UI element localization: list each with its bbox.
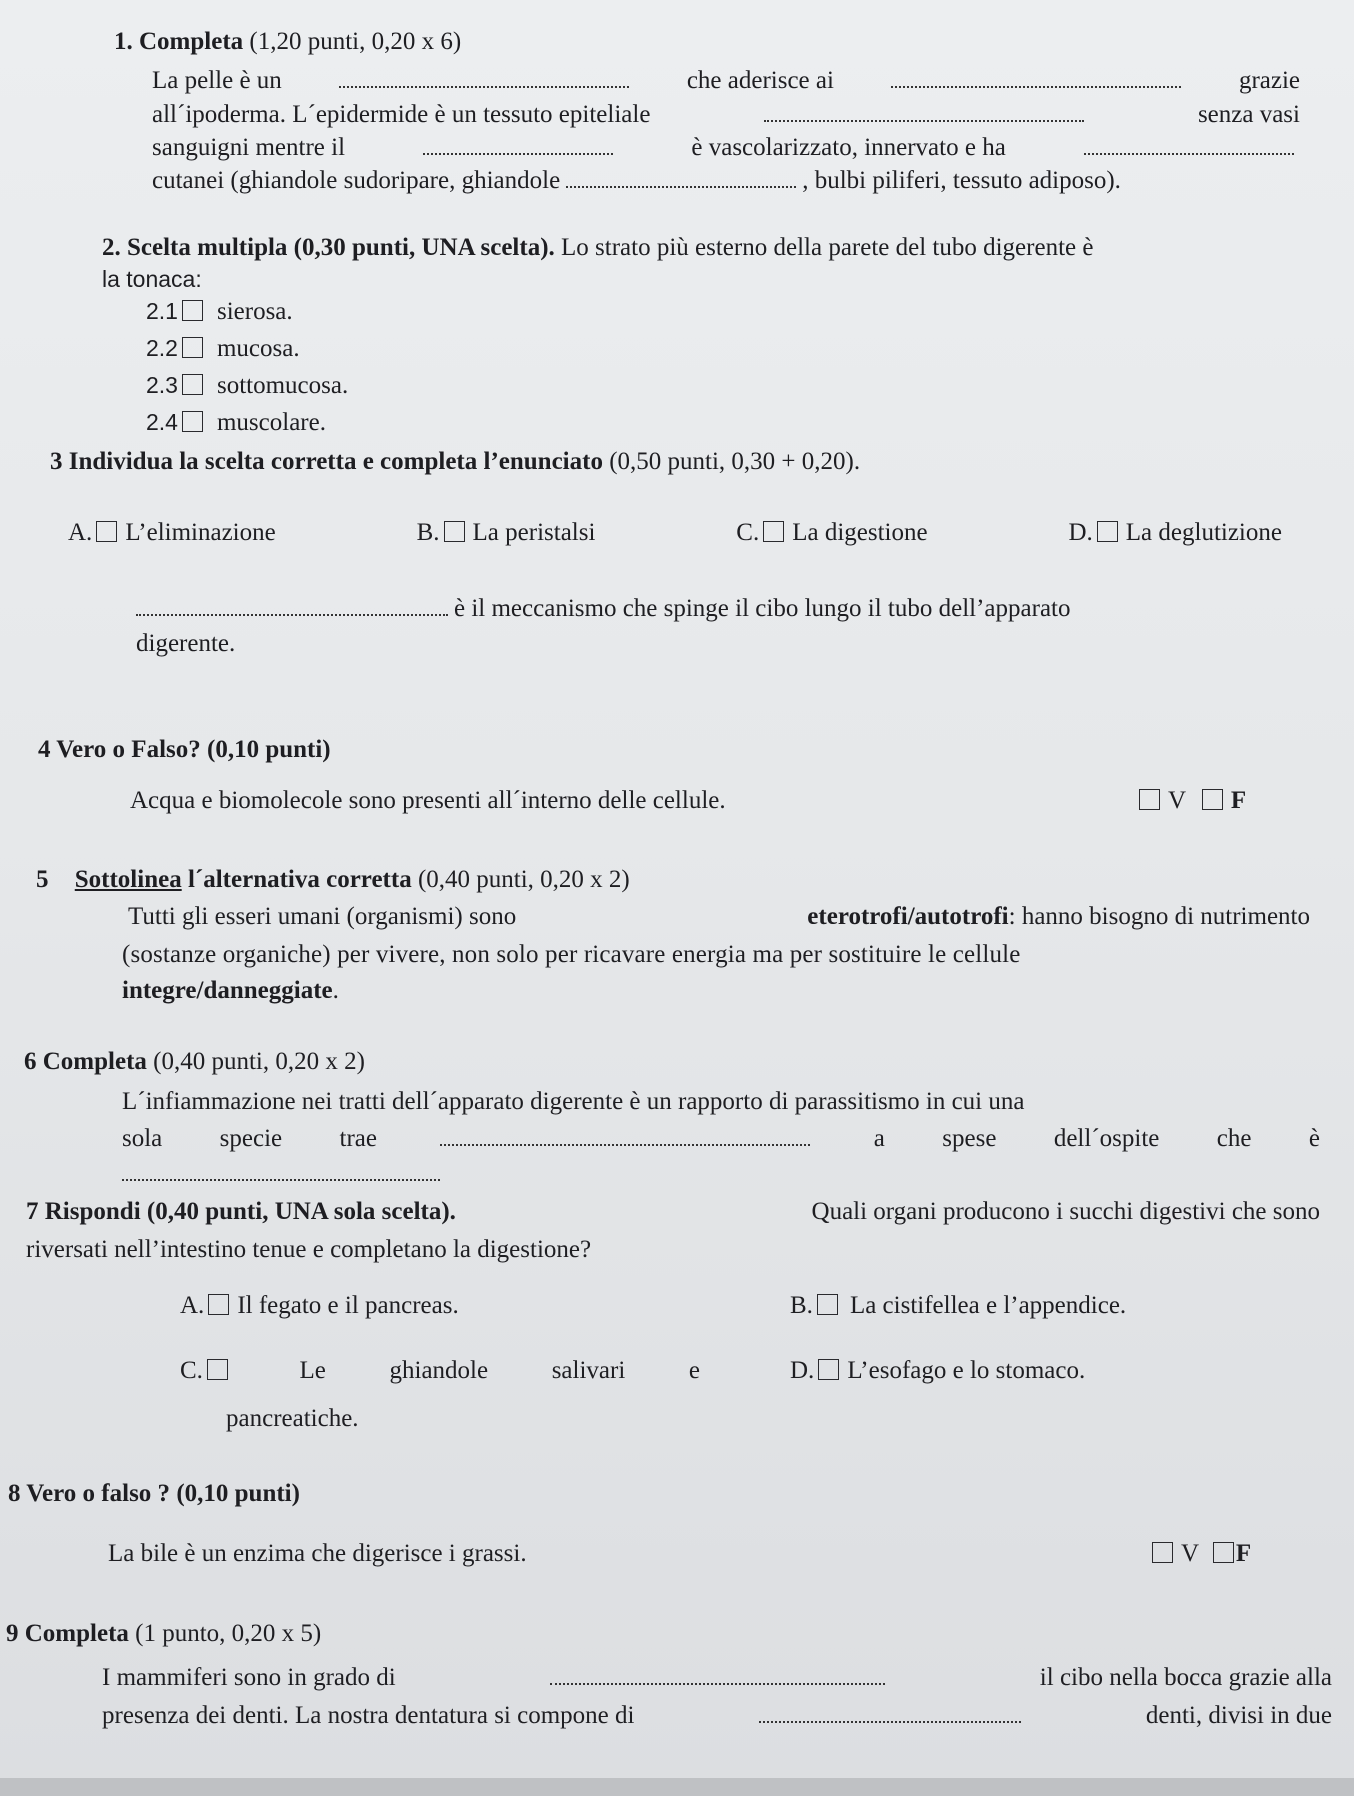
q7-option-a[interactable]: A. Il fegato e il pancreas. (180, 1292, 459, 1319)
q1-line-1: La pelle è un che aderisce ai grazie (152, 67, 1300, 94)
q4-true-false (1135, 787, 1246, 815)
checkbox-icon[interactable] (182, 300, 203, 321)
q3-sentence-1: è il meccanismo che spinge il cibo lungo il tubo dell’apparato (136, 595, 1071, 623)
q6-line-2: sola specie trae a spese dell´ospite che è (122, 1125, 1320, 1152)
q6-blank-1[interactable] (440, 1143, 810, 1146)
q7-title: 7 Rispondi (26, 1198, 141, 1225)
q2-option[interactable]: 2.3 sottomucosa. (146, 372, 349, 399)
q1-line-4: cutanei (ghiandole sudoripare, ghiandole , bulbi piliferi, tessuto adiposo). (152, 167, 1121, 194)
q5-choice-1[interactable]: eterotrofi/autotrofi (807, 903, 1009, 930)
q3-heading (50, 448, 860, 476)
q8-true-false (1148, 1540, 1251, 1568)
checkbox-icon[interactable] (817, 1294, 838, 1315)
q4-title: 4 Vero o Falso? (38, 736, 201, 763)
q5-line-1: Tutti gli esseri umani (organismi) sono eterotrofi/autotrofi: hanno bisogno di nutrimento (128, 903, 1310, 930)
checkbox-icon[interactable] (1097, 521, 1118, 542)
q1-blank-1[interactable] (339, 85, 629, 88)
q5-title-underlined: Sottolinea (74, 866, 182, 893)
q4-points: (0,10 punti) (207, 736, 331, 763)
q6-line-1: L´infiammazione nei tratti dell´apparato digerente è un rapporto di parassitismo in cui una (122, 1088, 1025, 1115)
q4-true-label: V (1168, 787, 1186, 814)
q8-points: (0,10 punti) (176, 1480, 300, 1507)
q2-option[interactable]: 2.1 sierosa. (146, 298, 293, 325)
q1-blank-5[interactable] (1084, 152, 1294, 155)
q4-false-label: F (1230, 787, 1247, 814)
q8-true-label: V (1181, 1540, 1199, 1567)
q5-line-2: (sostanze organiche) per vivere, non solo per ricavare energia ma per sostituire le cellule (122, 941, 1021, 968)
page-edge-shadow (0, 1778, 1354, 1796)
q3-option-b[interactable]: B. La peristalsi (416, 519, 596, 546)
q3-title: 3 Individua la scelta corretta e completa l’enunciato (50, 448, 603, 475)
q7-option-c-continued: pancreatiche. (226, 1405, 359, 1432)
q1-blank-4[interactable] (423, 152, 613, 155)
q5-choice-2[interactable]: integre/danneggiate (122, 977, 333, 1004)
checkbox-icon[interactable] (182, 337, 203, 358)
checkbox-icon[interactable] (182, 411, 203, 432)
q5-points: (0,40 punti, 0,20 x 2) (417, 866, 630, 893)
checkbox-icon[interactable] (444, 521, 465, 542)
q6-line-3 (122, 1160, 446, 1188)
q6-heading (24, 1048, 365, 1076)
q7-option-c[interactable]: C. Le ghiandole salivari e (180, 1357, 700, 1384)
q2-stem-2: la tonaca: (102, 266, 202, 292)
q3-option-d[interactable]: D. La deglutizione (1068, 519, 1282, 546)
q1-blank-2[interactable] (891, 85, 1181, 88)
q5-title-rest: l´alternativa corretta (181, 866, 412, 893)
q2-option[interactable]: 2.2 mucosa. (146, 335, 300, 362)
q7-heading (26, 1198, 1320, 1226)
q1-line-2: all´ipoderma. L´epidermide è un tessuto epiteliale senza vasi (152, 101, 1300, 128)
checkbox-icon[interactable] (1152, 1542, 1173, 1563)
q6-title: 6 Completa (24, 1048, 147, 1075)
q1-blank-3[interactable] (764, 119, 1084, 122)
q7-stem-2: riversati nell’intestino tenue e completano la digestione? (26, 1236, 592, 1263)
checkbox-icon[interactable] (96, 521, 117, 542)
q9-line-2: presenza dei denti. La nostra dentatura si compone di denti, divisi in due (102, 1702, 1332, 1729)
q7-points: (0,40 punti, UNA sola scelta). (146, 1198, 456, 1225)
checkbox-icon[interactable] (1213, 1542, 1234, 1563)
q3-points: (0,50 punti, 0,30 + 0,20). (609, 448, 861, 475)
checkbox-icon[interactable] (207, 1359, 228, 1380)
q2-option[interactable]: 2.4 muscolare. (146, 409, 326, 436)
q7-option-b[interactable]: B. La cistifellea e l’appendice. (790, 1292, 1127, 1319)
q2-title: 2. Scelta multipla (102, 234, 288, 261)
q3-sentence-2: digerente. (136, 630, 236, 657)
checkbox-icon[interactable] (1202, 789, 1223, 810)
q1-line-3: sanguigni mentre il è vascolarizzato, innervato e ha (152, 134, 1300, 162)
checkbox-icon[interactable] (1139, 789, 1160, 810)
q3-option-a[interactable]: A. L’eliminazione (68, 519, 276, 546)
checkbox-icon[interactable] (182, 374, 203, 395)
q5-heading (36, 866, 630, 894)
q9-title: 9 Completa (6, 1620, 129, 1647)
q1-title: 1. Completa (114, 28, 244, 55)
checkbox-icon[interactable] (208, 1294, 229, 1315)
q3-option-c[interactable]: C. La digestione (736, 519, 928, 546)
q5-line-3: integre/danneggiate. (122, 977, 339, 1004)
q8-title: 8 Vero o falso ? (8, 1480, 171, 1507)
q8-heading (8, 1480, 300, 1508)
q9-points: (1 punto, 0,20 x 5) (135, 1620, 322, 1647)
q6-blank-2[interactable] (122, 1178, 440, 1181)
q1-points: (1,20 punti, 0,20 x 6) (249, 28, 462, 55)
q3-options (68, 519, 1282, 547)
q3-blank[interactable] (136, 613, 448, 616)
q9-heading (6, 1620, 321, 1648)
q7-option-d[interactable]: D. L’esofago e lo stomaco. (790, 1357, 1086, 1384)
q9-blank-2[interactable] (759, 1720, 1021, 1723)
checkbox-icon[interactable] (763, 521, 784, 542)
q2-stem-1: Lo strato più esterno della parete del tubo digerente è (561, 234, 1094, 261)
q9-line-1: I mammiferi sono in grado di il cibo nella bocca grazie alla (102, 1664, 1332, 1691)
checkbox-icon[interactable] (818, 1359, 839, 1380)
q7-stem-1: Quali organi producono i succhi digestivi che sono (811, 1198, 1320, 1225)
q1-blank-6[interactable] (566, 185, 796, 188)
q6-points: (0,40 punti, 0,20 x 2) (153, 1048, 365, 1075)
q4-statement: Acqua e biomolecole sono presenti all´interno delle cellule. (130, 787, 726, 814)
q1-heading (114, 28, 461, 56)
q5-num: 5 (36, 866, 49, 893)
q4-heading (38, 736, 331, 764)
q8-false-label: F (1235, 1540, 1252, 1567)
q9-blank-1[interactable] (550, 1682, 885, 1685)
q2-heading (102, 234, 1093, 262)
q2-points: (0,30 punti, UNA scelta). (293, 234, 555, 261)
q8-statement: La bile è un enzima che digerisce i grassi. (108, 1540, 527, 1567)
